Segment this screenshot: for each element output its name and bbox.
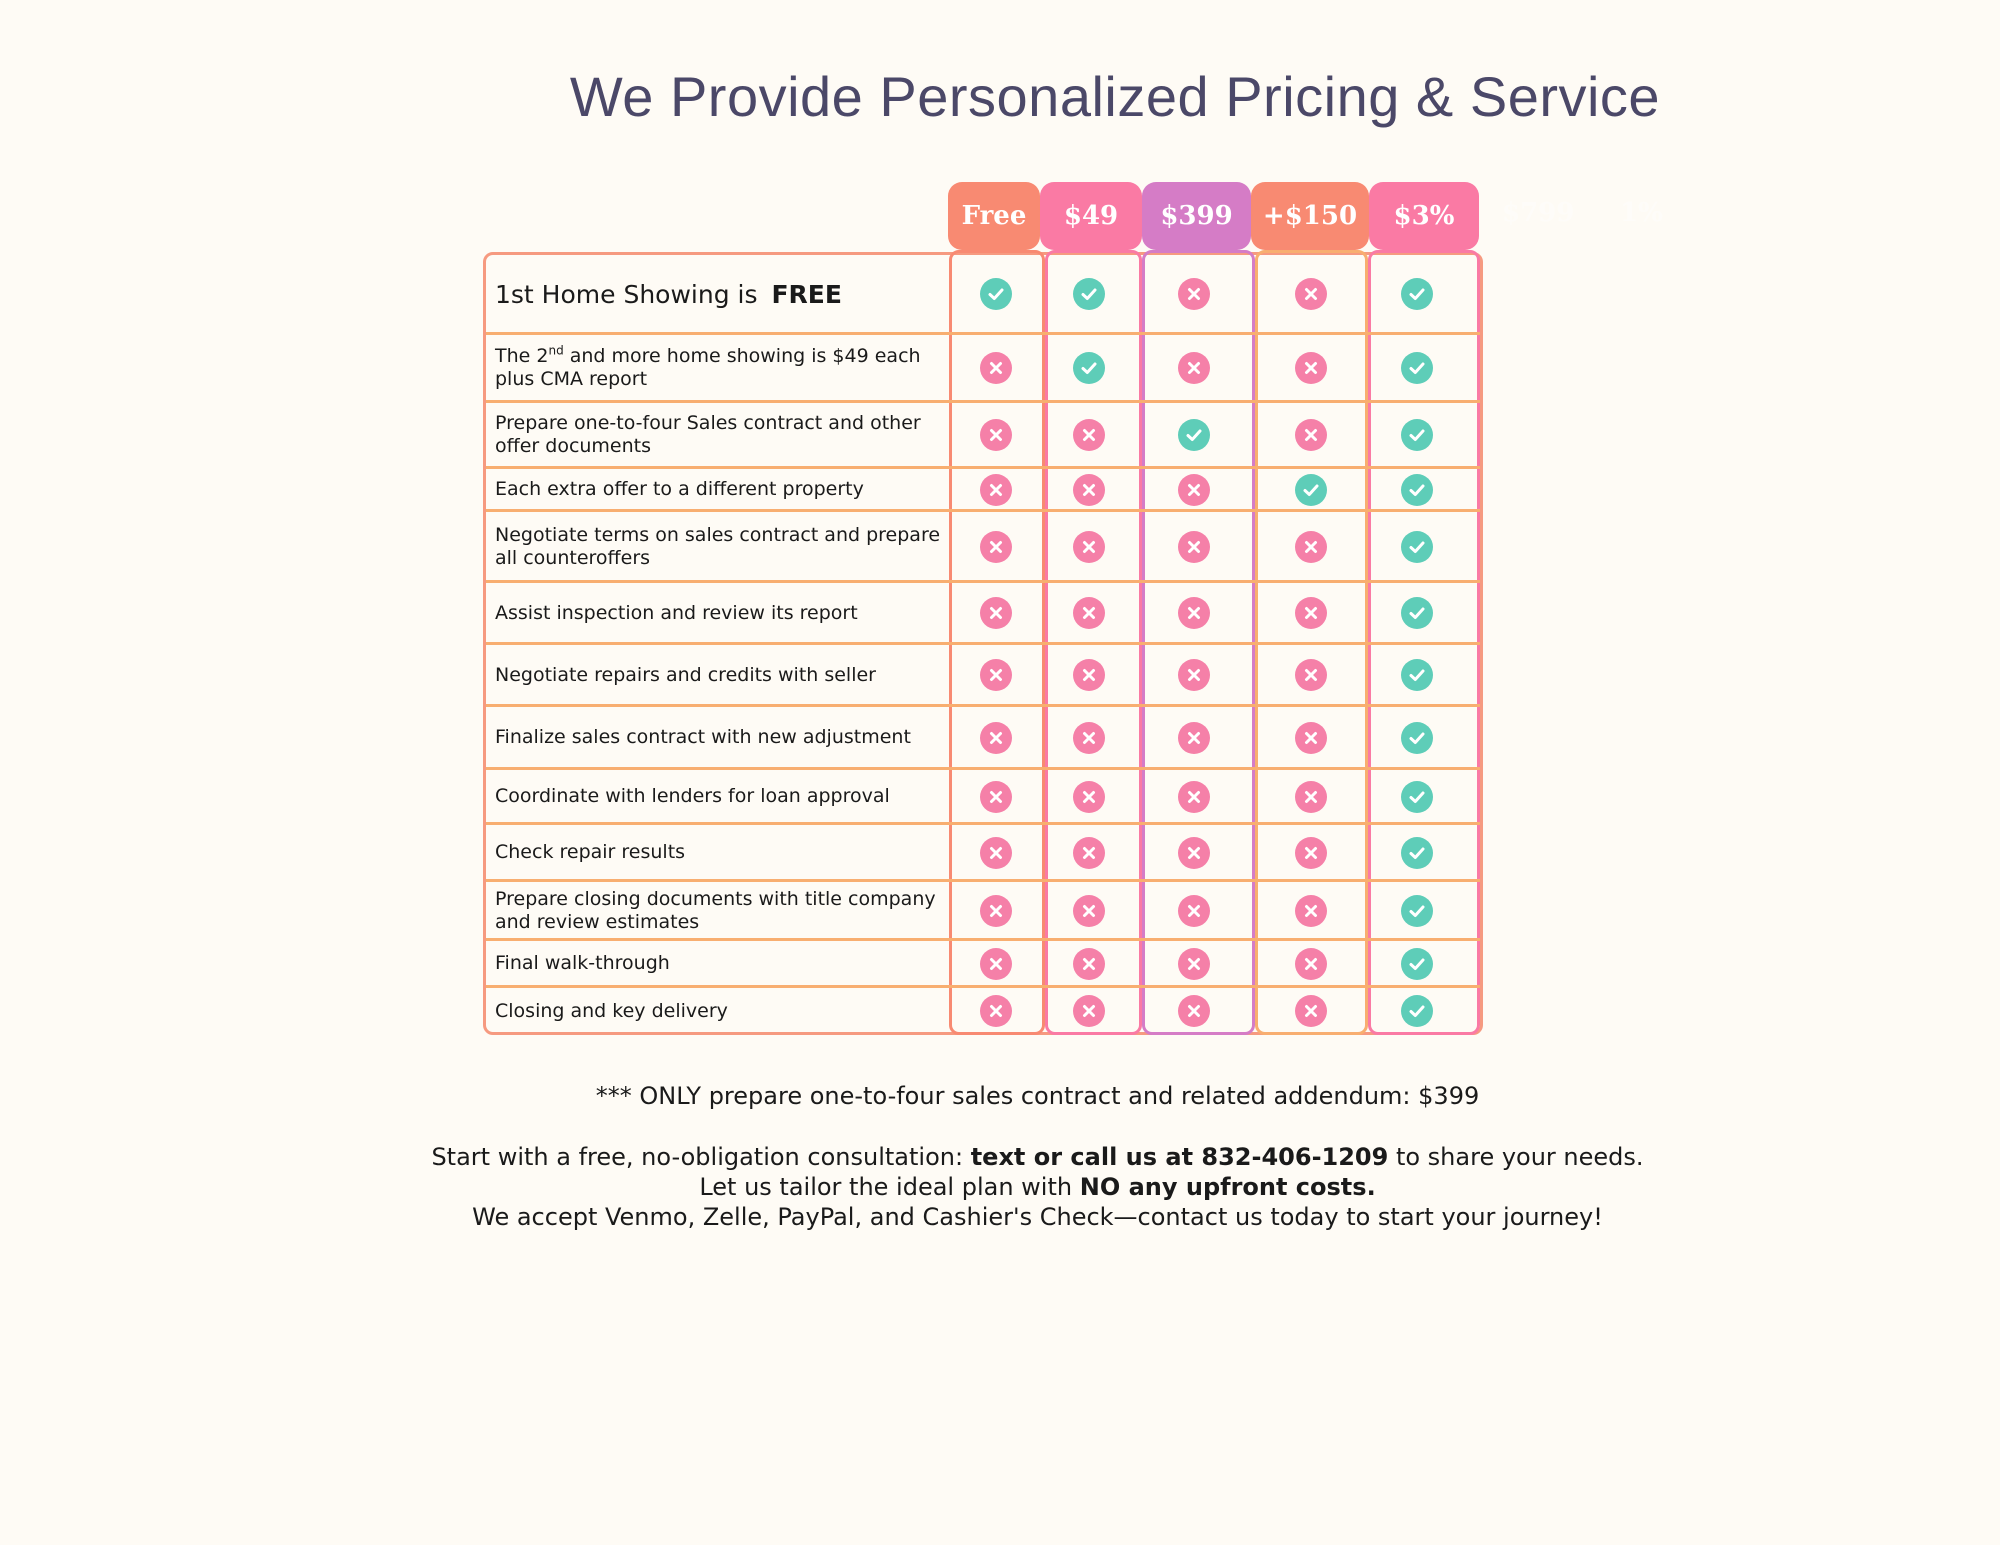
cross-icon (1073, 837, 1105, 869)
feature-label: Each extra offer to a different property (495, 478, 864, 500)
cross-icon (1295, 837, 1327, 869)
cross-icon (1295, 278, 1327, 310)
cross-icon (980, 419, 1012, 451)
cross-icon (1295, 352, 1327, 384)
cross-icon (980, 474, 1012, 506)
cross-icon (980, 948, 1012, 980)
cross-icon (1178, 948, 1210, 980)
cross-icon (980, 837, 1012, 869)
check-icon (1178, 419, 1210, 451)
feature-label: 1st Home Showing is FREE (495, 279, 842, 309)
cross-icon (1073, 474, 1105, 506)
check-icon (1401, 781, 1433, 813)
cross-icon (980, 597, 1012, 629)
feature-label: Finalize sales contract with new adjustment (495, 726, 911, 748)
cross-icon (1073, 948, 1105, 980)
feature-label: Coordinate with lenders for loan approval (495, 785, 890, 807)
check-icon (980, 278, 1012, 310)
cta-emphasis: NO any upfront costs. (1079, 1173, 1376, 1201)
check-icon (1401, 474, 1433, 506)
feature-label: Assist inspection and review its report (495, 601, 858, 624)
cta-text: Let us tailor the ideal plan with (699, 1173, 1080, 1201)
cross-icon (1073, 781, 1105, 813)
check-icon (1401, 531, 1433, 563)
cta-text: to share your needs. (1388, 1143, 1644, 1171)
cta-text: Start with a free, no-obligation consultation: (431, 1143, 971, 1171)
cross-icon (1178, 722, 1210, 754)
feature-label: Closing and key delivery (495, 999, 728, 1022)
cross-icon (1178, 781, 1210, 813)
cta-line-1 (75, 1142, 2000, 1172)
cross-icon (980, 895, 1012, 927)
cross-icon (1178, 659, 1210, 691)
plan-price-4: $3% (1369, 182, 1479, 250)
check-icon (1401, 659, 1433, 691)
cross-icon (1178, 278, 1210, 310)
cross-icon (1295, 659, 1327, 691)
cross-icon (1073, 419, 1105, 451)
feature-label: Negotiate repairs and credits with seller (495, 663, 876, 686)
check-icon (1401, 278, 1433, 310)
plan-price-2: $399 (1142, 182, 1251, 250)
check-icon (1401, 597, 1433, 629)
plan-price-1: $49 (1040, 182, 1142, 250)
cross-icon (1073, 722, 1105, 754)
check-icon (1295, 474, 1327, 506)
cross-icon (1295, 419, 1327, 451)
feature-label: Negotiate terms on sales contract and prepare all counteroffers (495, 523, 941, 569)
page-title: We Provide Personalized Pricing & Service (569, 65, 1661, 128)
cross-icon (1178, 895, 1210, 927)
cross-icon (980, 352, 1012, 384)
cross-icon (1295, 722, 1327, 754)
cross-icon (1073, 597, 1105, 629)
plan-price-0: Free (948, 182, 1040, 250)
cross-icon (1295, 781, 1327, 813)
ghost-price-label: 1% (1620, 198, 1663, 228)
feature-label: Check repair results (495, 841, 686, 863)
cross-icon (1073, 895, 1105, 927)
cross-icon (980, 781, 1012, 813)
cross-icon (1295, 531, 1327, 563)
cross-icon (1178, 597, 1210, 629)
cta-line-2 (75, 1172, 2000, 1202)
check-icon (1401, 837, 1433, 869)
cross-icon (1073, 995, 1105, 1027)
check-icon (1401, 895, 1433, 927)
check-icon (1073, 278, 1105, 310)
cta-phone: text or call us at 832-406-1209 (970, 1143, 1389, 1171)
feature-label: Prepare one-to-four Sales contract and other offer documents (495, 412, 921, 457)
check-icon (1401, 995, 1433, 1027)
check-icon (1073, 352, 1105, 384)
feature-label: The 2nd and more home showing is $49 each plus CMA report (495, 343, 921, 390)
cross-icon (1073, 659, 1105, 691)
cross-icon (1295, 895, 1327, 927)
cross-icon (980, 722, 1012, 754)
cross-icon (980, 531, 1012, 563)
check-icon (1401, 722, 1433, 754)
cross-icon (1178, 995, 1210, 1027)
ghost-price-label: $799 (1502, 198, 1575, 228)
cross-icon (1178, 352, 1210, 384)
cross-icon (980, 995, 1012, 1027)
cross-icon (1073, 531, 1105, 563)
plan-price-3: +$150 (1251, 182, 1369, 250)
feature-label: Prepare closing documents with title company and review estimates (495, 887, 936, 933)
check-icon (1401, 419, 1433, 451)
cross-icon (1178, 531, 1210, 563)
feature-label: Final walk-through (495, 952, 670, 974)
check-icon (1401, 352, 1433, 384)
cross-icon (1178, 474, 1210, 506)
cross-icon (1178, 837, 1210, 869)
cross-icon (1295, 597, 1327, 629)
footnote: *** ONLY prepare one-to-four sales contract and related addendum: $399 (595, 1082, 1480, 1110)
call-to-action (0, 1142, 2000, 1232)
cta-line-3: We accept Venmo, Zelle, PayPal, and Cashier's Check—contact us today to start your journey! (472, 1203, 1603, 1231)
cross-icon (1295, 995, 1327, 1027)
check-icon (1401, 948, 1433, 980)
cross-icon (980, 659, 1012, 691)
cross-icon (1295, 948, 1327, 980)
